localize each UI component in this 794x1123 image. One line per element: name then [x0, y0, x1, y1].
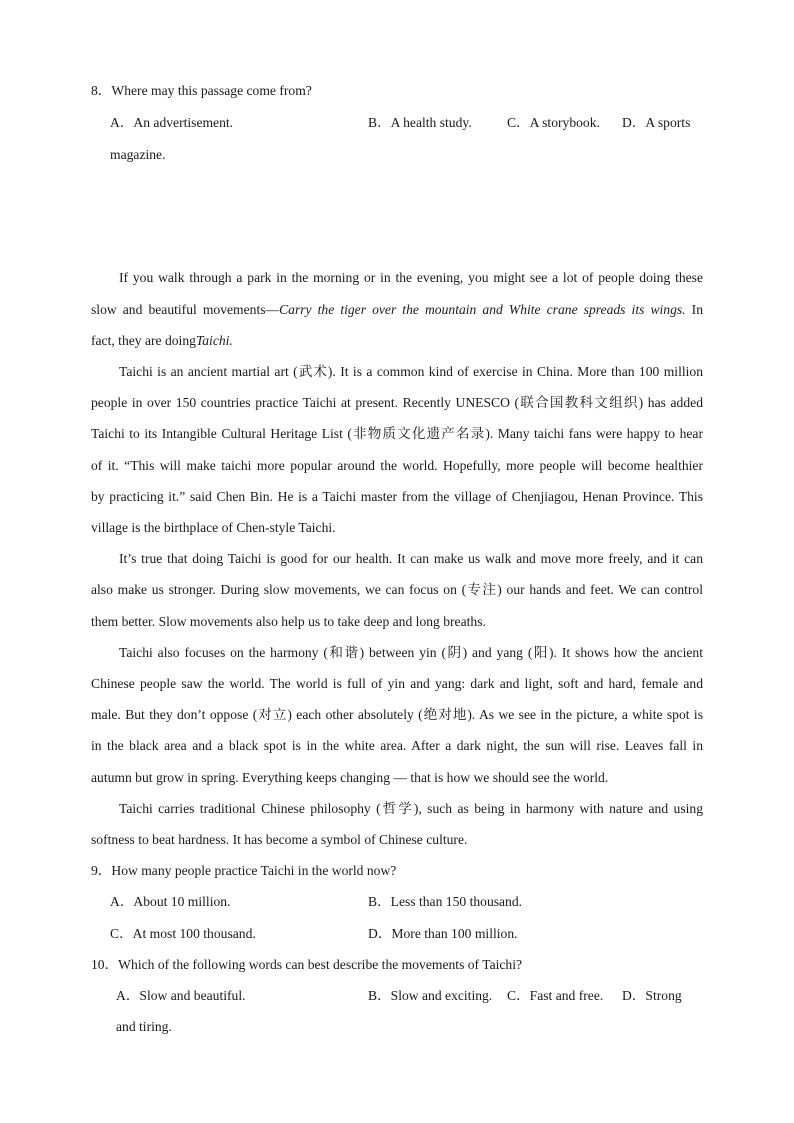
question-8: 8．Where may this passage come from?	[91, 83, 312, 98]
q10-option-d: D．Strong	[622, 988, 682, 1003]
q8-option-b: B．A health study.	[368, 115, 472, 130]
passage-p1-line3: fact, they are doingTaichi.	[91, 333, 233, 348]
passage-p4-line5: autumn but grow in spring. Everything keeps changing — that is how we should see the world.	[91, 770, 609, 785]
q10-option-c: C．Fast and free.	[507, 988, 604, 1003]
passage-p2-line1: Taichi is an ancient martial art (武术). It is a common kind of exercise in China. More than 100 million	[119, 364, 703, 379]
passage-p4-line1: Taichi also focuses on the harmony (和谐) between yin (阴) and yang (阳). It shows how the ancient	[119, 645, 703, 660]
passage-p3-line1: It’s true that doing Taichi is good for our health. It can make us walk and move more freely, and it can	[119, 551, 703, 566]
question-10: 10．Which of the following words can best describe the movements of Taichi?	[91, 957, 523, 972]
q8-option-a: A．An advertisement.	[110, 115, 234, 130]
q8-option-d: D．A sports	[622, 115, 691, 130]
q9-option-c: C．At most 100 thousand.	[110, 926, 256, 941]
passage-p3-line3: them better. Slow movements also help us to take deep and long breaths.	[91, 614, 486, 629]
q8-option-d-continued: magazine.	[110, 147, 166, 162]
passage-p4-line3: male. But they don’t oppose (对立) each other absolutely (绝对地). As we see in the picture, a white spot is	[91, 707, 703, 722]
passage-p2-line2: people in over 150 countries practice Taichi at present. Recently UNESCO (联合国教科文组织) has added	[91, 395, 703, 410]
question-9: 9．How many people practice Taichi in the world now?	[91, 863, 397, 878]
q9-option-a: A．About 10 million.	[110, 894, 231, 909]
passage-p2-line5: by practicing it.” said Chen Bin. He is a Taichi master from the village of Chenjiagou, Henan Province. This	[91, 489, 703, 504]
passage-p2-line6: village is the birthplace of Chen-style Taichi.	[91, 520, 336, 535]
q8-option-c: C．A storybook.	[507, 115, 600, 130]
passage-p1-line2: slow and beautiful movements—Carry the tiger over the mountain and White crane spreads its wings. In	[91, 302, 703, 317]
passage-p2-line4: of it. “This will make taichi more popular around the world. Hopefully, more people will become healthier	[91, 458, 703, 473]
passage-p3-line2: also make us stronger. During slow movements, we can focus on (专注) our hands and feet. We can control	[91, 582, 703, 597]
q10-option-d-continued: and tiring.	[116, 1019, 172, 1034]
passage-p4-line4: in the black area and a black spot is in the white area. After a dark night, the sun will rise. Leaves fall in	[91, 738, 703, 753]
passage-p5-line2: softness to beat hardness. It has become a symbol of Chinese culture.	[91, 832, 468, 847]
q9-option-b: B．Less than 150 thousand.	[368, 894, 523, 909]
passage-p2-line3: Taichi to its Intangible Cultural Heritage List (非物质文化遗产名录). Many taichi fans were happy to hear	[91, 426, 703, 441]
q10-option-b: B．Slow and exciting.	[368, 988, 493, 1003]
passage-p4-line2: Chinese people saw the world. The world is full of yin and yang: dark and light, soft and hard, female and	[91, 676, 703, 691]
q10-option-a: A．Slow and beautiful.	[116, 988, 246, 1003]
passage-p5-line1: Taichi carries traditional Chinese philosophy (哲学), such as being in harmony with nature and using	[119, 801, 703, 816]
passage-p1-line1: If you walk through a park in the morning or in the evening, you might see a lot of people doing these	[119, 270, 703, 285]
q9-option-d: D．More than 100 million.	[368, 926, 518, 941]
